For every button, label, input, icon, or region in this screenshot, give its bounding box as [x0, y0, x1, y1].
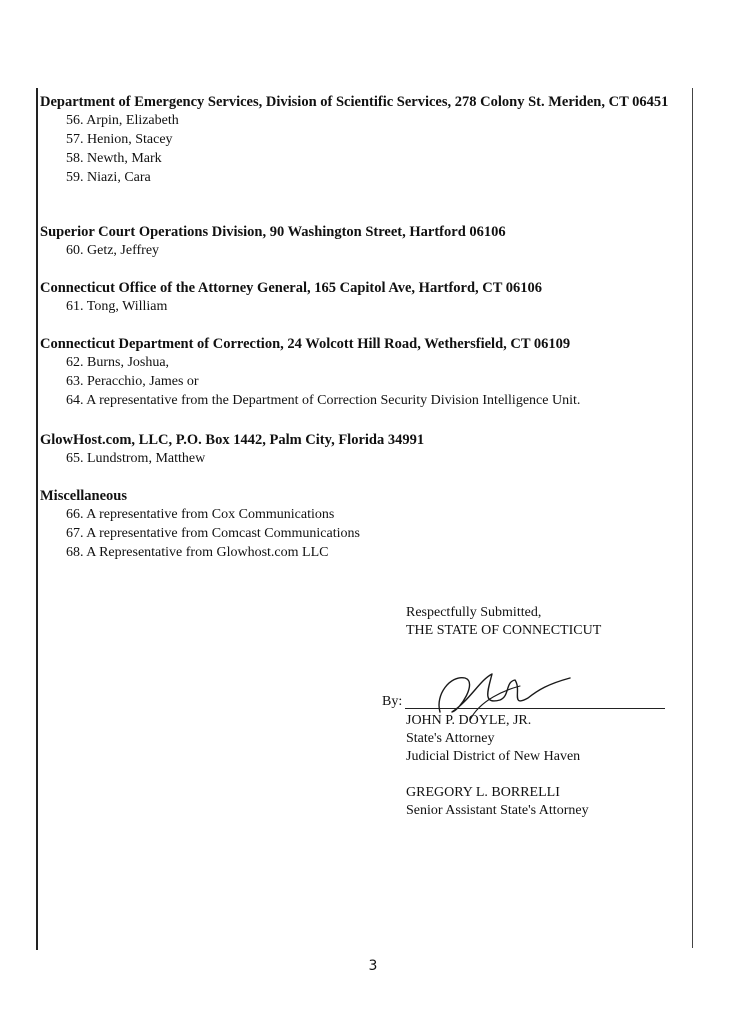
- section-correction: [40, 335, 692, 410]
- submission-block: [406, 604, 601, 640]
- section-miscellaneous: [40, 487, 692, 562]
- list-item: 57. Henion, Stacey: [66, 132, 173, 147]
- list-item: 67. A representative from Comcast Communications: [66, 526, 360, 541]
- list-item: 65. Lundstrom, Matthew: [66, 451, 206, 466]
- list-item: 59. Niazi, Cara: [66, 170, 151, 185]
- section-glowhost: [40, 431, 692, 468]
- left-margin-rule: [36, 88, 38, 950]
- second-signer-title: Senior Assistant State's Attorney: [406, 803, 589, 818]
- section-attorney-general: [40, 279, 692, 316]
- section-heading: Miscellaneous: [40, 488, 127, 504]
- list-item: 68. A Representative from Glowhost.com LLC: [66, 545, 329, 560]
- respectfully-submitted: Respectfully Submitted,: [406, 605, 542, 620]
- signer-block: [406, 712, 580, 766]
- signer-title: State's Attorney: [406, 731, 495, 746]
- list-item: 62. Burns, Joshua,: [66, 355, 170, 370]
- right-margin-rule: [692, 88, 693, 948]
- second-signer-block: [406, 784, 589, 820]
- by-label: By:: [382, 694, 403, 709]
- section-superior-court: [40, 223, 692, 260]
- page-number: 3: [368, 958, 378, 974]
- signature-line: [405, 708, 665, 709]
- signer-name: JOHN P. DOYLE, JR.: [406, 713, 532, 728]
- state-name: THE STATE OF CONNECTICUT: [406, 623, 602, 638]
- list-item: 64. A representative from the Department of Correction Security Division Intelligence Unit.: [66, 393, 581, 408]
- section-heading: GlowHost.com, LLC, P.O. Box 1442, Palm City, Florida 34991: [40, 432, 425, 448]
- second-signer-name: GREGORY L. BORRELLI: [406, 785, 560, 800]
- section-heading: Department of Emergency Services, Division of Scientific Services, 278 Colony St. Meriden, CT 06451: [40, 94, 669, 110]
- section-emergency-services: [40, 93, 692, 187]
- list-item: 58. Newth, Mark: [66, 151, 162, 166]
- list-item: 61. Tong, William: [66, 299, 168, 314]
- section-heading: Connecticut Office of the Attorney General, 165 Capitol Ave, Hartford, CT 06106: [40, 280, 543, 296]
- list-item: 56. Arpin, Elizabeth: [66, 113, 179, 128]
- list-item: 63. Peracchio, James or: [66, 374, 199, 389]
- section-heading: Connecticut Department of Correction, 24 Wolcott Hill Road, Wethersfield, CT 06109: [40, 336, 571, 352]
- list-item: 66. A representative from Cox Communications: [66, 507, 335, 522]
- signer-district: Judicial District of New Haven: [406, 749, 581, 764]
- list-item: 60. Getz, Jeffrey: [66, 243, 160, 258]
- section-heading: Superior Court Operations Division, 90 Washington Street, Hartford 06106: [40, 224, 506, 240]
